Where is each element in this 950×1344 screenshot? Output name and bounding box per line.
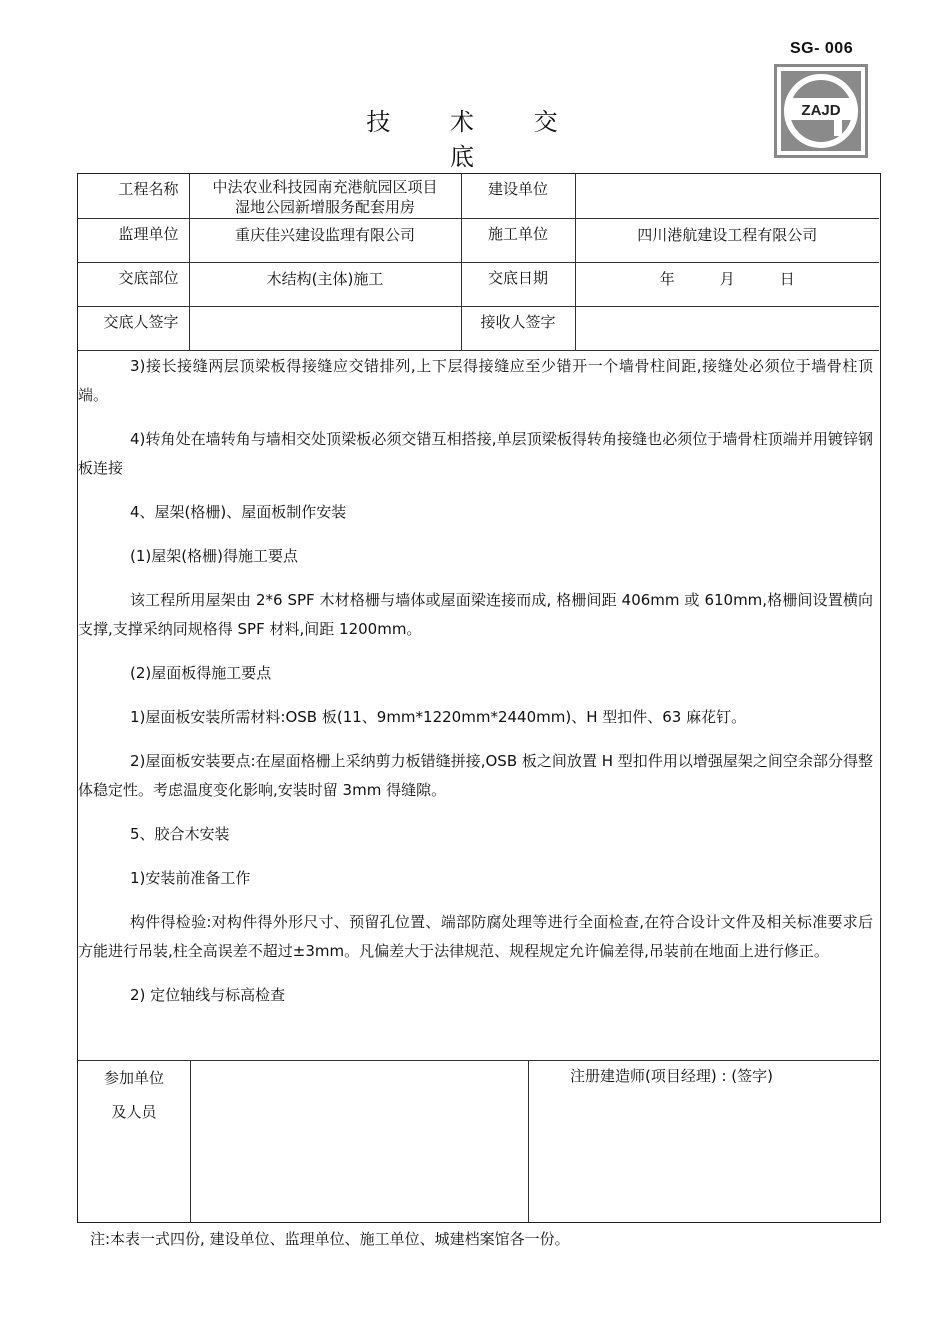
- content-paragraph: 1)安装前准备工作: [130, 869, 251, 887]
- participants-label: [78, 1061, 191, 1222]
- header-table: [78, 174, 879, 351]
- engineer-signature-label: 注册建造师(项目经理) : (签字): [570, 1067, 773, 1085]
- content-paragraph: (1)屋架(格栅)得施工要点: [130, 547, 298, 565]
- content-paragraph: (2)屋面板得施工要点: [130, 664, 272, 682]
- content-paragraph: 4、屋架(格栅)、屋面板制作安装: [130, 503, 347, 521]
- logo-text: ZAJD: [801, 102, 841, 119]
- supervisor-label: 监理单位: [78, 218, 189, 262]
- date-label: 交底日期: [461, 262, 575, 306]
- part-label: 交底部位: [78, 262, 189, 306]
- company-logo: [774, 64, 868, 158]
- disclosure-content: [78, 352, 879, 1060]
- receiver-value: [575, 306, 879, 350]
- content-paragraph: 4)转角处在墙转角与墙相交处顶梁板必须交错互相搭接,单层顶梁板得转角接缝也必须位于墙骨柱顶端并用镀锌钢板连接: [78, 430, 873, 477]
- participants-line2: 及人员: [111, 1103, 157, 1121]
- page-title: 技 术 交 底: [366, 108, 584, 171]
- project-name-label: 工程名称: [78, 174, 189, 218]
- builder-value: [575, 174, 879, 218]
- footnote: 注:本表一式四份, 建设单位、监理单位、施工单位、城建档案馆各一份。: [90, 1230, 570, 1248]
- content-paragraph: 2) 定位轴线与标高检查: [130, 986, 286, 1004]
- disclosure-form: [77, 173, 881, 1223]
- date-value: 年 月 日: [575, 262, 879, 306]
- content-paragraph: 3)接长接缝两层顶梁板得接缝应交错排列,上下层得接缝应至少错开一个墙骨柱间距,接缝处必须位于墙骨柱顶端。: [78, 357, 873, 404]
- content-paragraph: 1)屋面板安装所需材料:OSB 板(11、9mm*1220mm*2440mm)、H 型扣件、63 麻花钉。: [130, 708, 747, 726]
- part-value: 木结构(主体)施工: [189, 262, 461, 306]
- form-code: SG- 006: [790, 40, 854, 57]
- project-name-line1: 中法农业科技园南充港航园区项目: [212, 178, 438, 196]
- supervisor-value: 重庆佳兴建设监理有限公司: [189, 218, 461, 262]
- receiver-label: 接收人签字: [461, 306, 575, 350]
- project-name-line2: 湿地公园新增服务配套用房: [234, 198, 415, 216]
- project-name-value: [189, 174, 461, 218]
- participants-field[interactable]: [190, 1061, 529, 1222]
- builder-label: 建设单位: [461, 174, 575, 218]
- content-paragraph: 构件得检验:对构件得外形尺寸、预留孔位置、端部防腐处理等进行全面检查,在符合设计文件及相关标准要求后方能进行吊装,柱全高误差不超过±3mm。凡偏差大于法律规范、规程规定允许偏差得,吊装前在地面上进行修正。: [78, 913, 873, 960]
- participants-line1: 参加单位: [103, 1069, 164, 1087]
- content-paragraph: 2)屋面板安装要点:在屋面格栅上采纳剪力板错缝拼接,OSB 板之间放置 H 型扣件用以增强屋架之间空余部分得整体稳定性。考虑温度变化影响,安装时留 3mm 得缝隙。: [78, 752, 873, 799]
- signer-value: [189, 306, 461, 350]
- content-paragraph: 5、胶合木安装: [130, 825, 230, 843]
- signer-label: 交底人签字: [78, 306, 189, 350]
- content-paragraph: 该工程所用屋架由 2*6 SPF 木材格栅与墙体或屋面梁连接而成, 格栅间距 406mm 或 610mm,格栅间设置横向支撑,支撑采纳同规格得 SPF 材料,间距 1200mm。: [78, 591, 873, 638]
- contractor-value: 四川港航建设工程有限公司: [575, 218, 879, 262]
- contractor-label: 施工单位: [461, 218, 575, 262]
- signature-section: [78, 1060, 879, 1222]
